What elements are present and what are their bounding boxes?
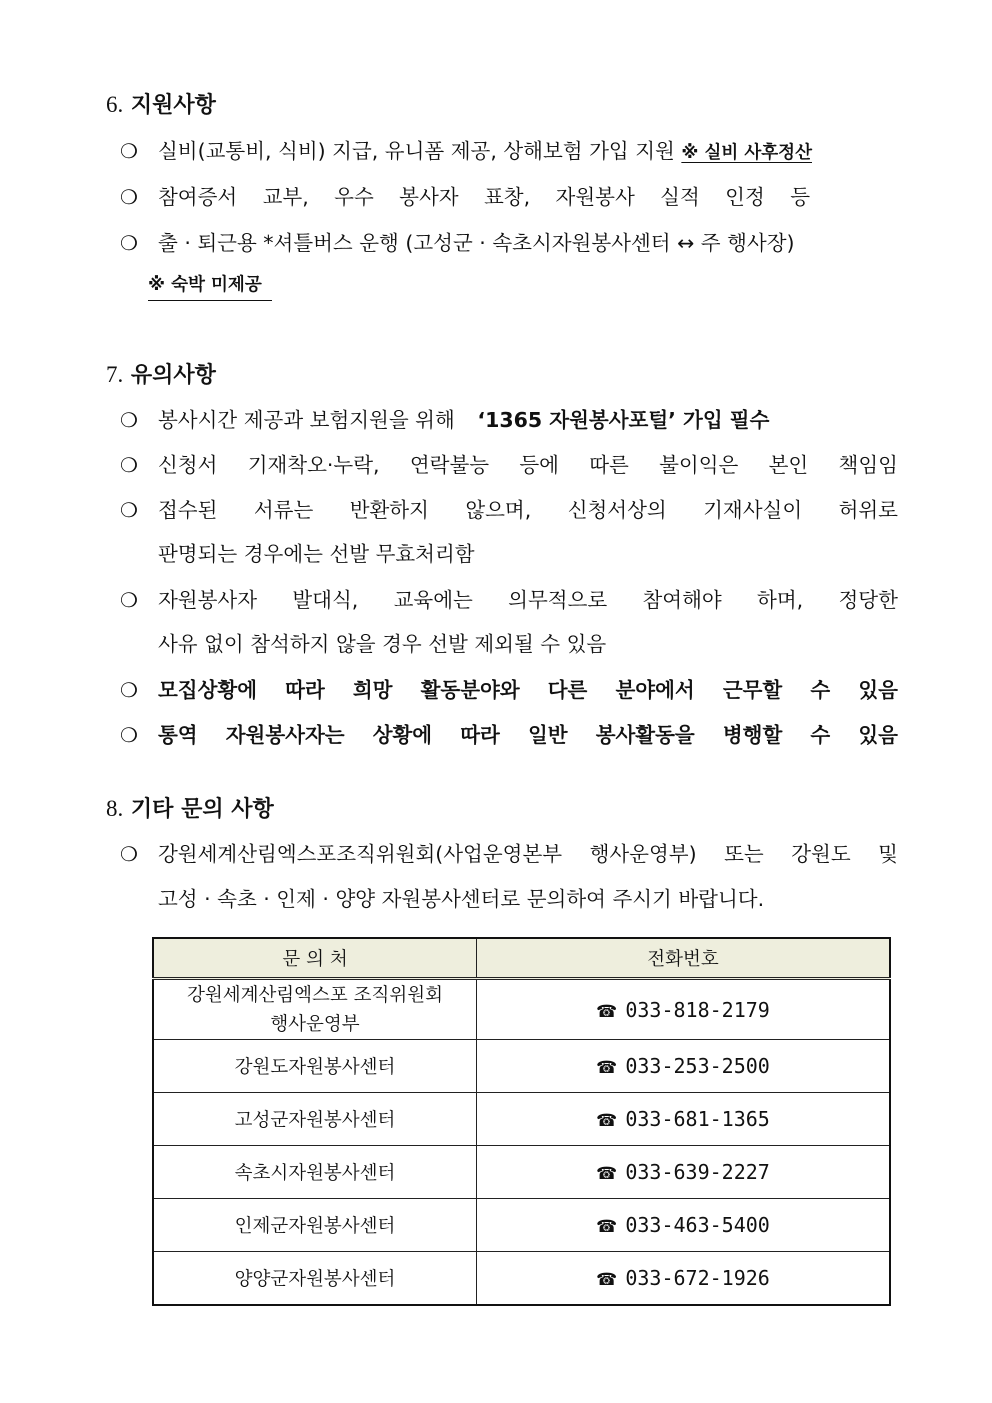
contact-table (152, 937, 891, 1306)
bullet-icon: ❍ (120, 139, 138, 163)
organization-cell: 고성군자원봉사센터 (153, 1093, 477, 1146)
phone-cell (477, 1199, 891, 1252)
header-organization: 문 의 처 (153, 938, 477, 979)
item-text: 모집상황에 따라 희망 활동분야와 다른 분야에서 근무할 수 있음 (158, 678, 898, 702)
table-row (153, 1040, 890, 1093)
section-7-number: 7. (106, 362, 124, 387)
phone-cell (477, 1093, 891, 1146)
table-row (153, 1093, 890, 1146)
table-row (153, 1252, 890, 1305)
section-8-heading (106, 794, 274, 825)
section-6-number: 6. (106, 92, 124, 117)
bullet-icon: ❍ (120, 723, 138, 747)
organization-cell: 인제군자원봉사센터 (153, 1199, 477, 1252)
telephone-icon: ☎ (596, 1058, 618, 1078)
section-6-item-3-note: ※ 숙박 미제공 (148, 270, 272, 301)
item-text: 통역 자원봉사자는 상황에 따라 일반 봉사활동을 병행할 수 있음 (158, 723, 898, 747)
section-7-item-4-continuation: 사유 없이 참석하지 않을 경우 선발 제외될 수 있음 (158, 632, 607, 656)
phone-cell (477, 1040, 891, 1093)
organization-cell: 강원도자원봉사센터 (153, 1040, 477, 1093)
organization-cell: 속초시자원봉사센터 (153, 1146, 477, 1199)
phone-number: 033-463-5400 (625, 1213, 770, 1237)
table-row (153, 979, 890, 1040)
organization-cell: 양양군자원봉사센터 (153, 1252, 477, 1305)
item-text: 참여증서 교부, 우수 봉사자 표창, 자원봉사 실적 인정 등 (158, 185, 810, 209)
item-text: 강원세계산림엑스포조직위원회(사업운영본부 행사운영부) 또는 강원도 및 (158, 842, 898, 866)
bullet-icon: ❍ (120, 408, 138, 432)
section-8-number: 8. (106, 796, 124, 821)
item-note: ※ 실비 사후정산 (681, 143, 812, 163)
phone-number: 033-639-2227 (625, 1160, 770, 1184)
item-text: 실비(교통비, 식비) 지급, 유니폼 제공, 상해보험 가입 지원 (158, 139, 675, 163)
section-7-item-3-continuation: 판명되는 경우에는 선발 무효처리함 (158, 542, 475, 566)
header-phone: 전화번호 (477, 938, 891, 979)
table-header-row (153, 938, 890, 979)
item-text: 출 · 퇴근용 *셔틀버스 운행 (고성군 · 속초시자원봉사센터 ↔ 주 행사장) (158, 231, 795, 255)
bullet-icon: ❍ (120, 678, 138, 702)
section-6-heading (106, 90, 216, 121)
item-text: 접수된 서류는 반환하지 않으며, 신청서상의 기재사실이 허위로 (158, 498, 898, 522)
item-text: 신청서 기재착오·누락, 연락불능 등에 따른 불이익은 본인 책임임 (158, 453, 898, 477)
phone-number: 033-818-2179 (625, 997, 770, 1022)
table-row (153, 1199, 890, 1252)
phone-cell (477, 1252, 891, 1305)
phone-number: 033-681-1365 (625, 1107, 770, 1131)
phone-cell (477, 1146, 891, 1199)
telephone-icon: ☎ (596, 1164, 618, 1184)
bullet-icon: ❍ (120, 498, 138, 522)
telephone-icon: ☎ (596, 1111, 618, 1131)
section-8-title: 기타 문의 사항 (130, 797, 274, 822)
item-text: 봉사시간 제공과 보험지원을 위해 (158, 408, 455, 432)
bullet-icon: ❍ (120, 842, 138, 866)
item-text: 자원봉사자 발대식, 교육에는 의무적으로 참여해야 하며, 정당한 (158, 588, 898, 612)
phone-number: 033-672-1926 (625, 1265, 770, 1290)
phone-cell (477, 979, 891, 1040)
section-7-title: 유의사항 (130, 363, 216, 388)
bullet-icon: ❍ (120, 231, 138, 255)
section-8-item-1-continuation: 고성 · 속초 · 인제 · 양양 자원봉사센터로 문의하여 주시기 바랍니다. (158, 887, 765, 911)
bullet-icon: ❍ (120, 453, 138, 477)
telephone-icon: ☎ (596, 1217, 618, 1237)
bullet-icon: ❍ (120, 185, 138, 209)
table-row (153, 1146, 890, 1199)
telephone-icon: ☎ (596, 1001, 618, 1022)
organization-cell: 강원세계산림엑스포 조직위원회 행사운영부 (153, 979, 477, 1040)
section-7-heading (106, 360, 216, 391)
section-6-title: 지원사항 (130, 93, 216, 118)
item-emphasis: ‘1365 자원봉사포털’ 가입 필수 (477, 408, 770, 432)
phone-number: 033-253-2500 (625, 1054, 770, 1078)
bullet-icon: ❍ (120, 588, 138, 612)
telephone-icon: ☎ (596, 1269, 618, 1290)
